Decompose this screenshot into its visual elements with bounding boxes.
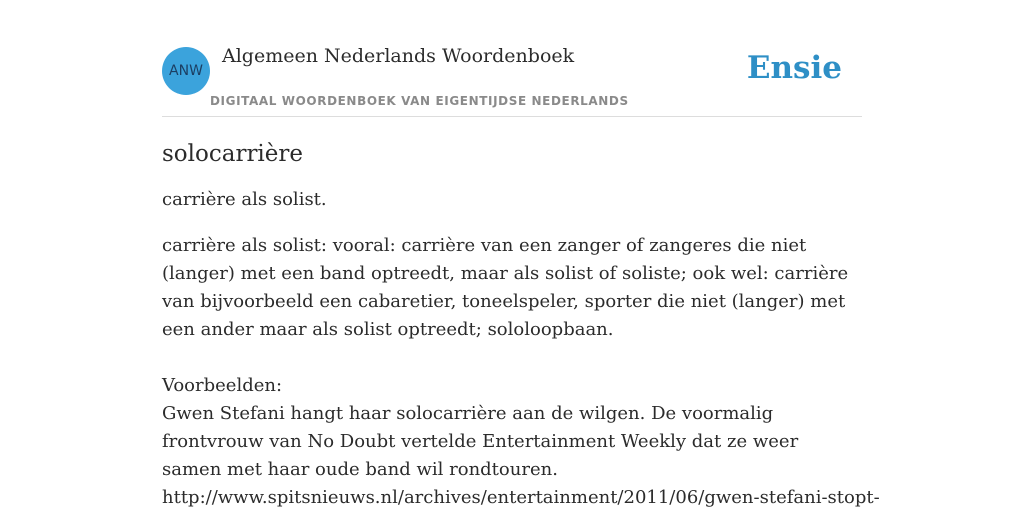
ensie-brand-logo[interactable]: Ensie xyxy=(746,50,842,86)
spacer xyxy=(162,344,862,372)
short-definition: carrière als solist. xyxy=(162,189,327,210)
examples-heading: Voorbeelden: xyxy=(162,375,283,396)
anw-logo[interactable] xyxy=(162,47,210,95)
example-text: Gwen Stefani hangt haar solocarrière aan de wilgen. De voormalig frontvrouw van No Doubt vertelde Entertainment Weekly dat ze weer samen met haar oude band wil rondtouren. xyxy=(162,403,799,480)
entry-content xyxy=(162,136,880,512)
long-definition: carrière als solist: vooral: carrière van een zanger of zangeres die niet (langer) met een band optreedt, maar als solist of soliste; ook wel: carrière van bijvoorbeeld een cabaretier, toneelspeler, sporter die niet (langer) met een ander maar als solist optreedt; sololoopbaan. xyxy=(162,235,849,340)
entry-headword: solocarrière xyxy=(162,141,304,167)
logo-text: ANW xyxy=(169,63,203,79)
site-title[interactable]: Algemeen Nederlands Woordenboek xyxy=(222,45,575,67)
site-subtitle: DIGITAAL WOORDENBOEK VAN EIGENTIJDSE NEDERLANDS xyxy=(210,94,629,108)
site-header xyxy=(162,0,862,117)
example-source-link[interactable]: http://www.spitsnieuws.nl/archives/entertainment/2011/06/gwen-stefani-stopt- xyxy=(162,487,880,508)
